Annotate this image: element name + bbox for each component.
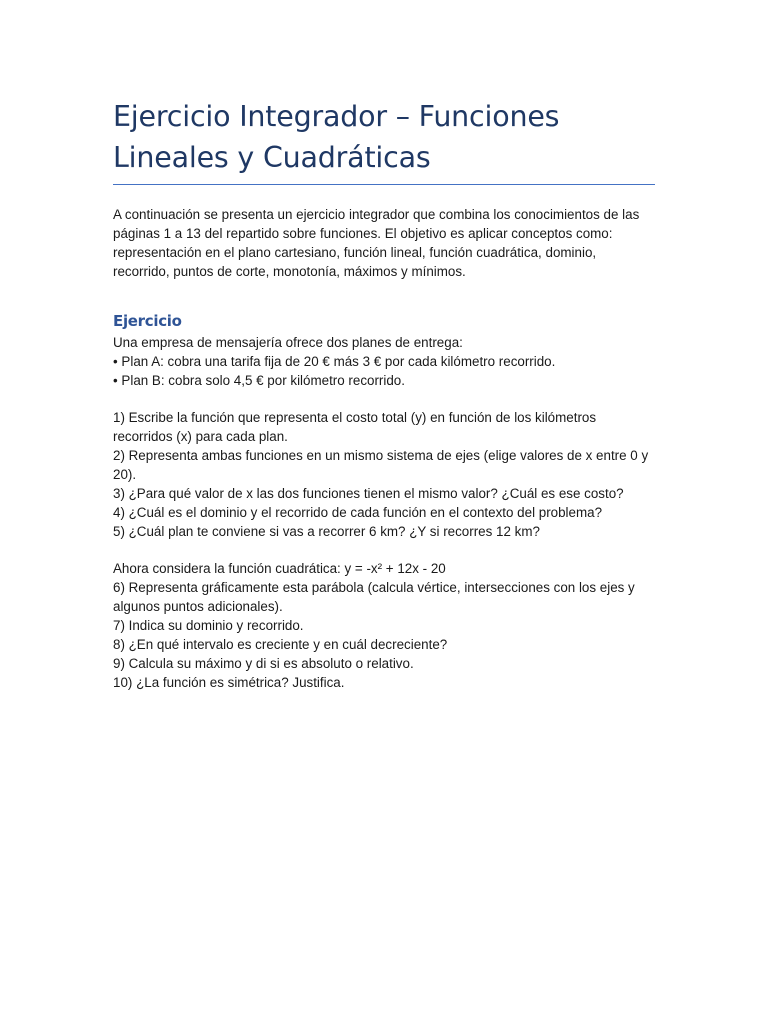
- document-title: Ejercicio Integrador – Funciones Lineales y Cuadráticas: [113, 100, 560, 174]
- intro-paragraph: A continuación se presenta un ejercicio integrador que combina los conocimientos de las páginas 1 a 13 del repartido sobre funciones. El objetivo es aplicar conceptos como: representación en el plano cartesiano, función lineal, función cuadrática, dominio, recorrido, puntos de corte, monotonía, máximos y mínimos.: [113, 207, 640, 279]
- question-2: 2) Representa ambas funciones en un mismo sistema de ejes (elige valores de x entre 0 y 20).: [113, 448, 649, 482]
- question-10: 10) ¿La función es simétrica? Justifica.: [113, 675, 345, 690]
- question-6: 6) Representa gráficamente esta parábola (calcula vértice, intersecciones con los ejes y algunos puntos adicionales).: [113, 580, 635, 614]
- document-page: [113, 96, 655, 692]
- question-3: 3) ¿Para qué valor de x las dos funciones tienen el mismo valor? ¿Cuál es ese costo?: [113, 486, 624, 501]
- question-8: 8) ¿En qué intervalo es creciente y en cuál decreciente?: [113, 637, 448, 652]
- question-1: 1) Escribe la función que representa el costo total (y) en función de los kilómetros recorridos (x) para cada plan.: [113, 410, 597, 444]
- scenario-block: [113, 333, 655, 390]
- scenario-lead: Una empresa de mensajería ofrece dos planes de entrega:: [113, 335, 463, 350]
- plan-item-b: • Plan B: cobra solo 4,5 € por kilómetro recorrido.: [113, 373, 405, 388]
- spacer: [113, 541, 655, 559]
- question-4: 4) ¿Cuál es el dominio y el recorrido de cada función en el contexto del problema?: [113, 505, 603, 520]
- spacer: [113, 390, 655, 408]
- quadratic-questions: [113, 559, 655, 692]
- question-5: 5) ¿Cuál plan te conviene si vas a recorrer 6 km? ¿Y si recorres 12 km?: [113, 524, 540, 539]
- linear-questions: [113, 408, 655, 541]
- quadratic-lead: Ahora considera la función cuadrática: y = -x² + 12x - 20: [113, 561, 446, 576]
- question-9: 9) Calcula su máximo y di si es absoluto o relativo.: [113, 656, 414, 671]
- plan-item-a: • Plan A: cobra una tarifa fija de 20 € más 3 € por cada kilómetro recorrido.: [113, 354, 556, 369]
- question-7: 7) Indica su dominio y recorrido.: [113, 618, 304, 633]
- section-heading-ejercicio: Ejercicio: [113, 312, 182, 330]
- title-underline: [113, 184, 655, 185]
